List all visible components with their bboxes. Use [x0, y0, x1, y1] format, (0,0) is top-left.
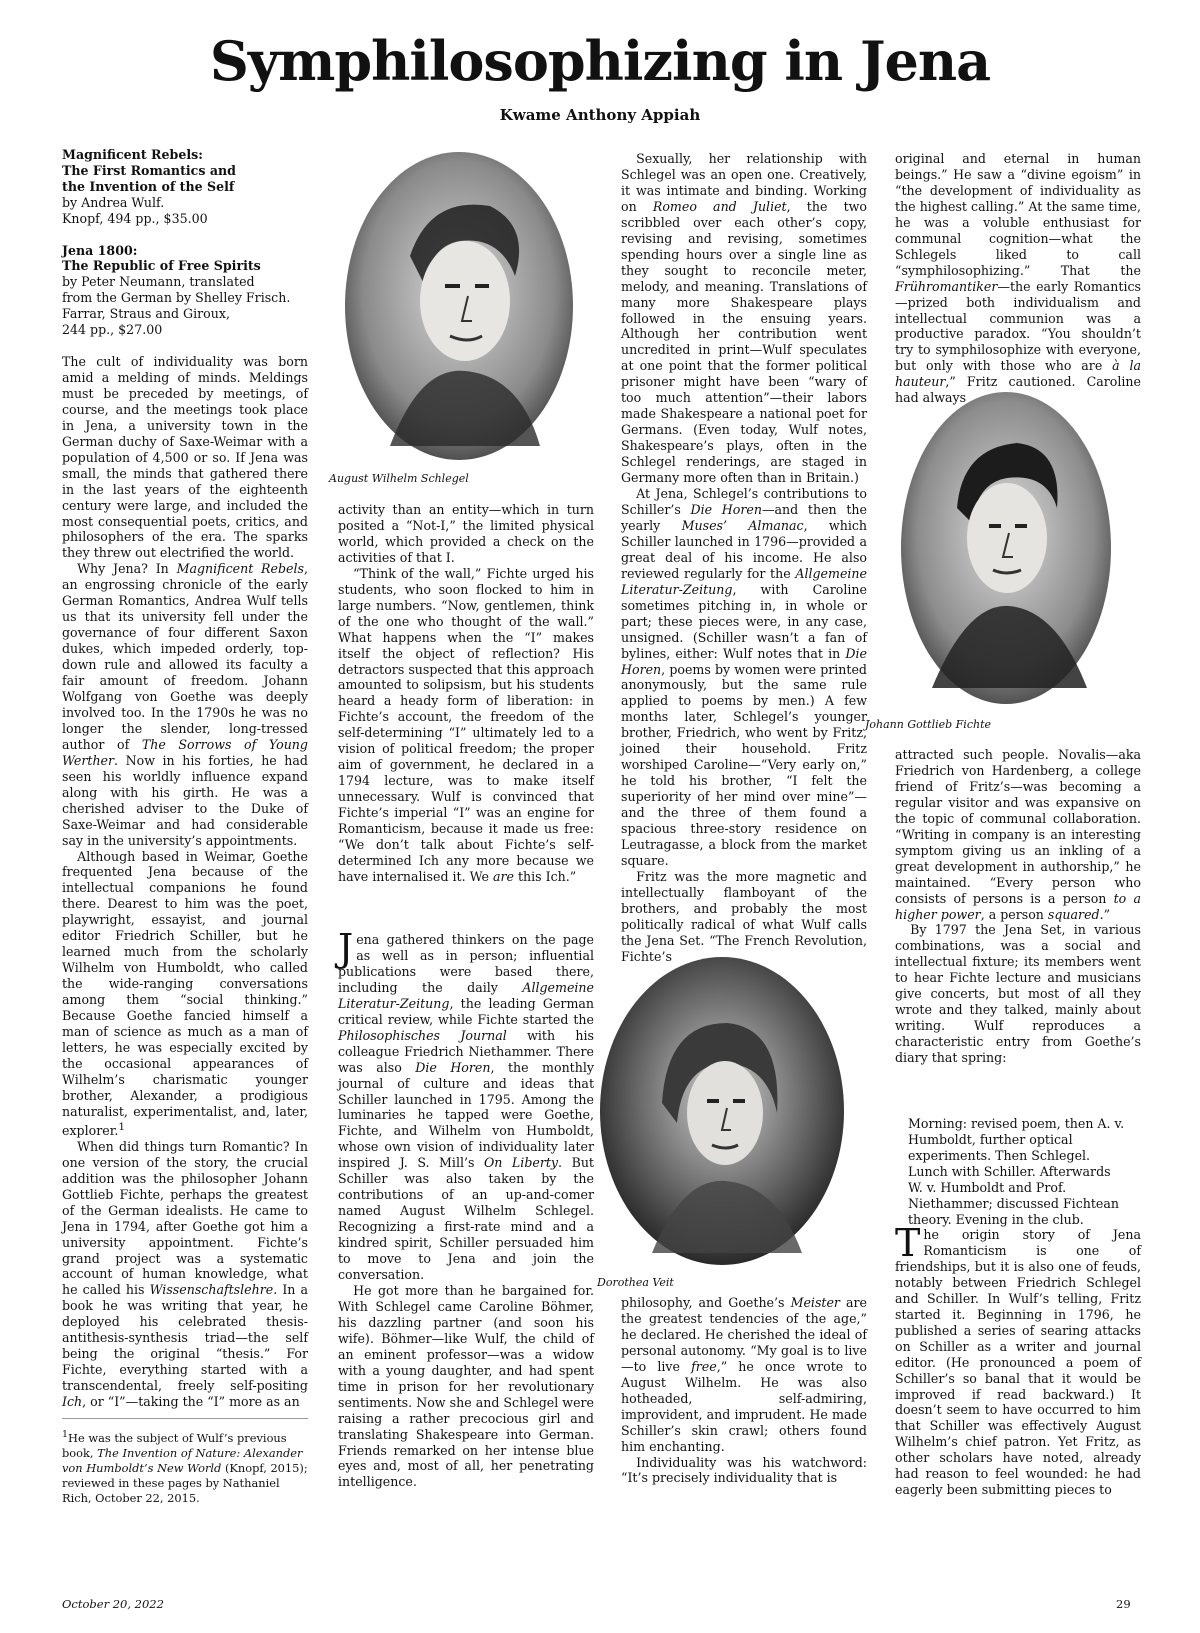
paragraph: Sexually, her relationship with Schlegel was an open one. Creatively, it was intimate and binding. Working on Romeo and Juliet, the two scribbled over each other’s copy, revising and revising, sometimes spending hours over a single line as they sought to reconcile meter, melody, and meaning. Translations of many more Shakespeare plays followed in the ensuing years. Although her contribution went uncredited in print—Wulf speculates at one point that the former political prisoner might have been “wary of too much attention”—their labors made Shakespeare a national poet for Germans. (Even today, Wulf notes, Shakespeare’s plays, often in the Schlegel renderings, are staged in Germany more often than in Britain.)	[621, 151, 867, 486]
book-detail-line: Farrar, Straus and Giroux,	[62, 306, 230, 322]
column-1	[62, 147, 308, 1410]
caption-schlegel: August Wilhelm Schlegel	[329, 472, 469, 485]
page-number: 29	[1116, 1597, 1131, 1611]
column-4-middle	[895, 747, 1141, 1066]
byline: Kwame Anthony Appiah	[499, 106, 701, 124]
paragraph: activity than an entity—which in turn posited a “Not-I,” the limited physical world, which provided a check on the activities of that I.	[338, 502, 594, 565]
book-detail-line: from the German by Shelley Frisch.	[62, 290, 291, 306]
paragraph: Jena gathered thinkers on the page as well as in person; influential publications were based there, including the daily Allgemeine Literatur-Zeitung, the leading German critical review, while Fichte started the Philosophisches Journal with his colleague Friedrich Niethammer. There was also Die Horen, the monthly journal of culture and ideas that Schiller launched in 1795. Among the luminaries he tapped were Goethe, Fichte, and Wilhelm von Humboldt, whose own vision of individuality later inspired J. S. Mill’s On Liberty. But Schiller was also taken by the contributions of an up-and-comer named August Wilhelm Schlegel. Recognizing a first-rate mind and a kindred spirit, Schiller persuaded him to move to Jena and join the conversation.	[338, 926, 594, 1283]
book-title-line: The First Romantics and	[62, 162, 236, 178]
paragraph: By 1797 the Jena Set, in various combinations, was a social and intellectual fixture; its members went to hear Fichte lecture and musicians give concerts, but most of all they wrote and they talked, mainly about writing. Wulf reproduces a characteristic entry from Goethe’s diary that spring:	[895, 922, 1141, 1066]
book-title-line: Jena 1800:	[62, 242, 138, 258]
paragraph: When did things turn Romantic? In one version of the story, the crucial addition was the philosopher Johann Gottlieb Fichte, perhaps the greatest of the German idealists. He came to Jena in 1794, after Goethe got him a university appointment. Fichte’s grand project was a systematic account of human knowledge, what he called his Wissenschaftslehre. In a book he was writing that year, he deployed his celebrated thesis-antithesis-synthesis triad—the self being the original “thesis.” For Fichte, everything started with a transcendental, freely self-positing Ich, or “I”—taking the “I” more as an	[62, 1138, 308, 1410]
footer-date: October 20, 2022	[62, 1597, 164, 1611]
paragraph: philosophy, and Goethe’s Meister are the greatest tendencies of the age,” he declared. He cherished the ideal of personal autonomy. “My goal is to live—to live free,” he once wrote to August Wilhelm. He was also hotheaded, self-admiring, improvident, and imprudent. He made Schiller’s skin crawl; others found him enchanting.	[621, 1295, 867, 1454]
drop-cap: J	[338, 926, 354, 970]
paragraph: attracted such people. Novalis—aka Friedrich von Hardenberg, a college friend of Fritz’s—was becoming a regular visitor and was expansive on the topic of communal collaboration. “Writing in company is an interesting symptom giving us an inkling of a great development in authorship,” he maintained. “Every person who consists of persons is a person to a higher power, a person squared.”	[895, 747, 1141, 922]
paragraph: The origin story of Jena Romanticism is one of friendships, but it is also one of feuds, notably between Friedrich Schlegel and Schiller. In Wulf’s telling, Fritz started it. Beginning in 1796, he published a series of searing attacks on Schiller as a writer and journal editor. (He pronounced a poem of Schiller’s so banal that it would be improved if read backward.) It doesn’t seem to have occurred to him that Schiller was effectively August Wilhelm’s chief patron. Yet Fritz, as other scholars have noted, already had reason to feel wounded: he had eagerly been submitting pieces to	[895, 1221, 1141, 1498]
footnote-ref[interactable]: 1	[118, 1120, 126, 1133]
book-title-line: the Invention of the Self	[62, 178, 235, 194]
book-title-line: Magnificent Rebels:	[62, 147, 203, 162]
book-info-1	[62, 147, 308, 227]
column-4-lower	[895, 1221, 1141, 1498]
book-detail-line: 244 pp., $27.00	[62, 322, 163, 338]
column-3-lower	[621, 1295, 867, 1486]
column-2-upper	[338, 502, 594, 885]
column-3-upper	[621, 151, 867, 965]
article-title: Symphilosophizing in Jena	[209, 29, 991, 93]
portrait-veit	[597, 953, 847, 1268]
column-4-upper	[895, 151, 1141, 406]
book-detail-line: by Andrea Wulf.	[62, 194, 165, 210]
paragraph: Why Jena? In Magnificent Rebels, an engrossing chronicle of the early German Romantics, Andrea Wulf tells us that its university fell under the governance of four different Saxon dukes, which impeded orderly, top-down rule and allowed its faculty a fair amount of freedom. Johann Wolfgang von Goethe was deeply involved too. In the 1790s he was no longer the slender, long-tressed author of The Sorrows of Young Werther. Now in his forties, he had seen his worldly influence expand along with his girth. He was a cherished adviser to the Duke of Saxe-Weimar and had considerable say in the university’s appointments.	[62, 561, 308, 848]
paragraph: The cult of individuality was born amid a melding of minds. Meldings must be preceded by meetings, of course, and the meetings took place in Jena, a university town in the German duchy of Saxe-Weimar with a population of 4,500 or so. If Jena was small, the minds that gathered there in the last years of the eighteenth century were large, and included the most consequential poets, critics, and philosophers of the era. The sparks they threw out electrified the world.	[62, 353, 308, 561]
book-detail-line: by Peter Neumann, translated	[62, 274, 255, 290]
paragraph: He got more than he bargained for. With Schlegel came Caroline Böhmer, his dazzling partner (and soon his wife). Böhmer—like Wulf, the child of an eminent professor—was a widow with a young daughter, and had spent time in prison for her revolutionary sentiments. Now she and Schlegel were raising a rather precocious girl and translating Shakespeare into German. Friends remarked on her intense blue eyes and, most of all, her penetrating intelligence.	[338, 1282, 594, 1490]
portrait-schlegel	[340, 146, 578, 464]
portrait-fichte	[897, 388, 1115, 708]
column-2-lower	[338, 926, 594, 1490]
paragraph: original and eternal in human beings.” He saw a “divine egoism” in “the development of individuality as the highest calling.” At the same time, he was a voluble enthusiast for communal cognition—what the Schlegels liked to call “symphilosophizing.” That the Frühromantiker—the early Romantics—prized both individualism and intellectual communion was a productive paradox. “You shouldn’t try to symphilosophize with everyone, but only with those who are à la hauteur,” Fritz cautioned. Caroline had always	[895, 151, 1141, 406]
drop-cap: T	[895, 1221, 921, 1265]
paragraph: Although based in Weimar, Goethe frequented Jena because of the intellectual companions he found there. Dearest to him was the poet, playwright, essayist, and journal editor Friedrich Schiller, but he learned much from the scholarly Wilhelm von Humboldt, who called the wide-ranging conversations among them “social thinking.” Because Goethe fancied himself a man of science as much as a man of letters, he was especially excited by the occasional appearances of Wilhelm’s charismatic younger brother, Alexander, a prodigious naturalist, experimentalist, and, later, explorer.$^1$	[62, 848, 308, 1138]
book-title-line: The Republic of Free Spirits	[62, 258, 261, 274]
caption-veit: Dorothea Veit	[597, 1276, 674, 1289]
book-info-2	[62, 243, 308, 338]
diary-quote: Morning: revised poem, then A. v. Humboldt, further optical experiments. Then Schlegel. Lunch with Schiller. Afterwards W. v. Humboldt and Prof. Niethammer; discussed Fichtean theory. Evening in the club.	[908, 1116, 1125, 1227]
book-detail-line: Knopf, 494 pp., $35.00	[62, 210, 208, 226]
footnote: $^1$He was the subject of Wulf’s previous book, The Invention of Nature: Alexander von Humboldt’s New World (Knopf, 2015); reviewed in these pages by Nathaniel Rich, October 22, 2015.	[62, 1418, 308, 1506]
paragraph: Fritz was the more magnetic and intellectually flamboyant of the brothers, and probably the most politically radical of what Wulf calls the Jena Set. “The French Revolution, Fichte’s	[621, 868, 867, 964]
paragraph: Individuality was his watchword: “It’s precisely individuality that is	[621, 1454, 867, 1486]
paragraph: At Jena, Schlegel’s contributions to Schiller’s Die Horen—and then the yearly Muses’ Almanac, which Schiller launched in 1796—provided a great deal of his income. He also reviewed regularly for the Allgemeine Literatur-Zeitung, with Caroline sometimes pitching in, in whole or part; these pieces were, in any case, unsigned. (Schiller wasn’t a fan of bylines, either: Wulf notes that in Die Horen, poems by women were printed anonymously, but the same rule applied to poems by men.) A few months later, Schlegel’s younger brother, Friedrich, who went by Fritz, joined their household. Fritz worshiped Caroline—“Very early on,” he told his brother, “I felt the superiority of her mind over mine”—and the three of them found a spacious three-story residence on Leutragasse, a block from the market square.	[621, 486, 868, 868]
paragraph: “Think of the wall,” Fichte urged his students, who soon flocked to him in large numbers. “Now, gentlemen, think of the one who thought of the wall.” What happens when the “I” makes itself the object of reflection? His detractors suspected that this approach amounted to solipsism, but his students heard a heady form of liberation: in Fichte’s account, the freedom of the self-determining “I” ultimately led to a vision of political freedom; the proper aim of government, he declared in a 1794 lecture, was to make itself unnecessary. Wulf is convinced that Fichte’s imperial “I” was an engine for Romanticism, because it made us free: “We don’t talk about Fichte’s self-determined Ich any more because we have internalised it. We are this Ich.”	[338, 565, 594, 884]
caption-fichte: Johann Gottlieb Fichte	[865, 718, 992, 731]
